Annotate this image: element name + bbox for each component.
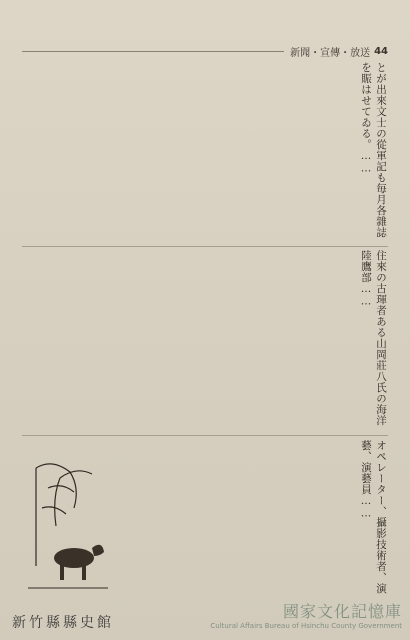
text-block-top: とが出來文士の從軍記も毎月各雜誌を賑はせてゐる。……	[360, 62, 387, 238]
running-header	[22, 44, 388, 58]
watermark-subtitle: Cultural Affairs Bureau of Hsinchu County Government	[210, 622, 402, 630]
page-number: 44	[374, 45, 388, 57]
header-rule	[22, 51, 284, 52]
text-block-bottom: オペレーター、攝影技術者、演藝、演藝員……	[360, 440, 387, 594]
section-divider	[22, 435, 388, 436]
header-section-title: 新聞・宣傳・放送	[290, 47, 371, 59]
watermark-title: 國家文化記憶庫	[282, 602, 402, 621]
archive-watermark	[210, 599, 402, 630]
section-divider	[22, 246, 388, 247]
camel-palm-illustration	[22, 448, 114, 618]
text-block-middle: 住來の古琿者ある山岡莊八氏の海洋陸鷹部……	[360, 250, 387, 426]
archive-stamp: 新竹縣縣史館	[12, 615, 114, 631]
